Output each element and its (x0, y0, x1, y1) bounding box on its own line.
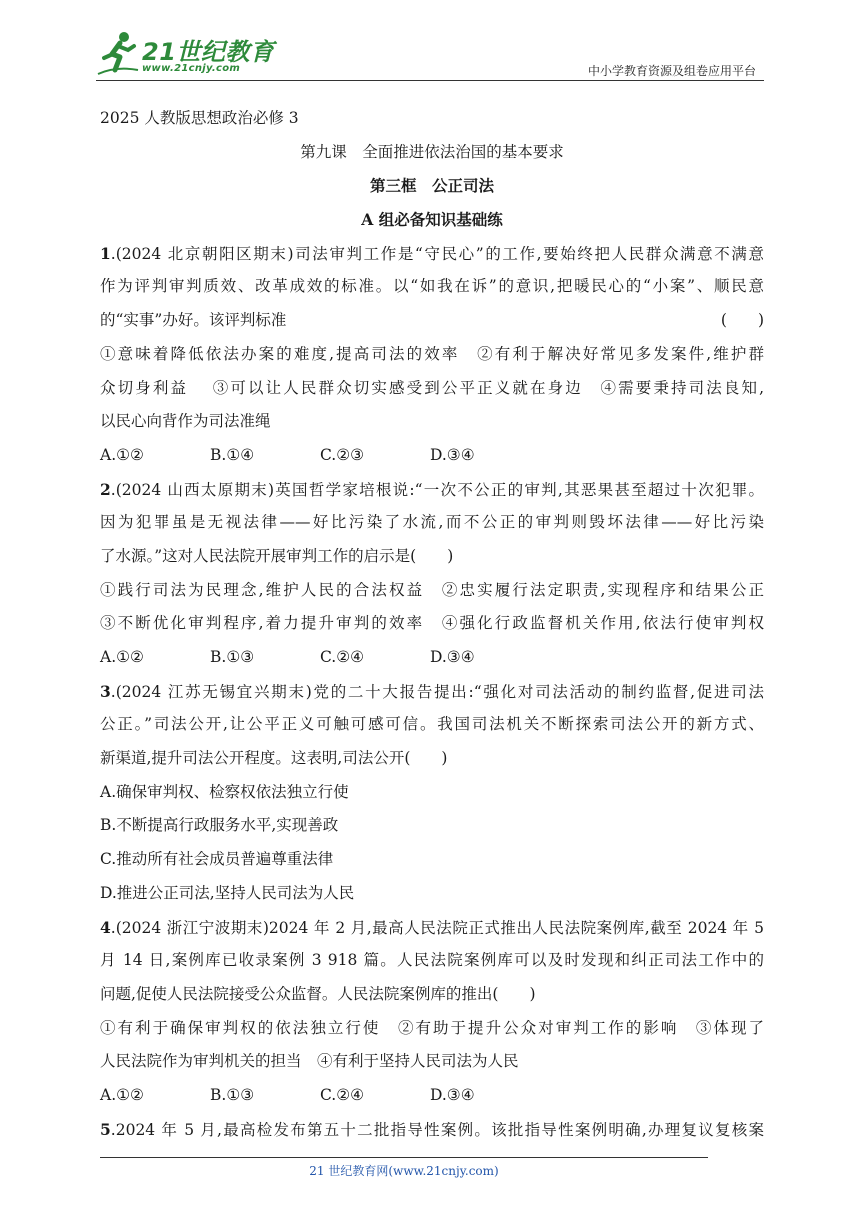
option-c: C.②④ (320, 1085, 365, 1104)
option-a: A.①② (100, 648, 144, 666)
group-title: A 组必备知识基础练 (361, 210, 503, 230)
option-d: D.③④ (430, 445, 475, 464)
course-title: 2025 人教版思想政治必修 3 (100, 109, 299, 127)
option-c: C.②④ (320, 648, 365, 666)
question-item-line: ①践行司法为民理念,维护人民的合法权益 ②忠实履行法定职责,实现程序和结果公正 (100, 580, 764, 599)
option-c: C.②③ (320, 445, 365, 464)
option-d: D.③④ (430, 648, 475, 666)
question-number: 2 (100, 479, 111, 499)
option-b: B.①③ (210, 1085, 255, 1104)
question-5 (100, 1113, 764, 1147)
logo-url: www.21cnjy.com (142, 63, 241, 74)
question-4 (100, 911, 764, 1113)
option-c: C.推动所有社会成员普遍尊重法律 (100, 850, 334, 869)
footer-text: 21 世纪教育网(www.21cnjy.com) (309, 1164, 499, 1178)
option-a: A.①② (100, 445, 144, 464)
question-stem-line: 1.(2024 北京朝阳区期末)司法审判工作是“守民心”的工作,要始终把人民群众满意不满意 (100, 243, 764, 263)
logo (96, 30, 275, 78)
question-stem-line: 问题,促使人民法院接受公众监督。人民法院案例库的推出( ) (100, 984, 536, 1003)
answer-bracket: ( ) (720, 311, 764, 330)
question-stem-line: 2.(2024 山西太原期末)英国哲学家培根说:“一次不公正的审判,其恶果甚至超过十次犯罪。 (100, 479, 764, 499)
question-3 (100, 675, 764, 911)
header-divider (96, 80, 764, 81)
question-item-line: ①意味着降低依法办案的难度,提高司法的效率 ②有利于解决好常见多发案件,维护群 (100, 344, 764, 363)
option-d: D.③④ (430, 1085, 475, 1104)
logo-title: 21世纪教育 (142, 38, 275, 66)
question-1 (100, 237, 764, 473)
question-item-line: 以民心向背作为司法准绳 (100, 412, 271, 431)
answer-options (100, 1079, 764, 1113)
question-stem-line: 3.(2024 江苏无锡宜兴期末)党的二十大报告提出:“强化对司法活动的制约监督,促进司法 (100, 681, 764, 701)
option-b: B.不断提高行政服务水平,实现善政 (100, 816, 339, 835)
question-number: 5 (100, 1119, 111, 1139)
footer-divider (100, 1157, 708, 1158)
question-stem-line: 作为评判审判质效、改革成效的标准。以“如我在诉”的意识,把暖民心的“小案”、顺民意 (100, 277, 764, 296)
lesson-title: 第九课 全面推进依法治国的基本要求 (300, 142, 564, 161)
question-stem-line: 的“实事”办好。该评判标准 ( ) (100, 304, 764, 338)
question-number: 3 (100, 681, 111, 701)
option-b: B.①③ (210, 648, 255, 666)
runner-logo-icon (96, 30, 140, 76)
question-item-line: ①有利于确保审判权的依法独立行使 ②有助于提升公众对审判工作的影响 ③体现了 (100, 1018, 764, 1037)
option-a: A.确保审判权、检察权依法独立行使 (100, 782, 349, 801)
question-number: 4 (100, 917, 111, 937)
question-stem-line: 公正。”司法公开,让公平正义可触可感可信。我国司法机关不断探索司法公开的新方式、 (100, 715, 764, 734)
question-stem-line: 4.(2024 浙江宁波期末)2024 年 2 月,最高人民法院正式推出人民法院案例库,截至 2024 年 5 (100, 917, 764, 937)
platform-tagline: 中小学教育资源及组卷应用平台 (587, 64, 756, 78)
answer-options (100, 641, 764, 675)
question-number: 1 (100, 243, 111, 263)
question-2 (100, 473, 764, 675)
question-item-line: ③不断优化审判程序,着力提升审判的效率 ④强化行政监督机关作用,依法行使审判权 (100, 614, 764, 633)
question-item-line: 众切身利益 ③可以让人民群众切实感受到公平正义就在身边 ④需要秉持司法良知, (100, 378, 764, 397)
question-stem-line: 因为犯罪虽是无视法律——好比污染了水流,而不公正的审判则毁坏法律——好比污染 (100, 513, 764, 532)
document-body (100, 102, 764, 1146)
question-item-line: 人民法院作为审判机关的担当 ④有利于坚持人民司法为人民 (100, 1052, 519, 1071)
question-stem-line: 了水源。”这对人民法院开展审判工作的启示是( ) (100, 546, 454, 565)
question-stem-line: 新渠道,提升司法公开程度。这表明,司法公开( ) (100, 749, 448, 768)
option-b: B.①④ (210, 445, 255, 464)
option-d: D.推进公正司法,坚持人民司法为人民 (100, 883, 355, 902)
question-stem-line: 5.2024 年 5 月,最高检发布第五十二批指导性案例。该批指导性案例明确,办理复议复核案 (100, 1119, 764, 1139)
section-title: 第三框 公正司法 (369, 176, 494, 196)
page-header (96, 30, 764, 82)
question-stem-line: 月 14 日,案例库已收录案例 3 918 篇。人民法院案例库可以及时发现和纠正司法工作中的 (100, 951, 764, 970)
option-a: A.①② (100, 1085, 144, 1104)
answer-options (100, 439, 764, 473)
